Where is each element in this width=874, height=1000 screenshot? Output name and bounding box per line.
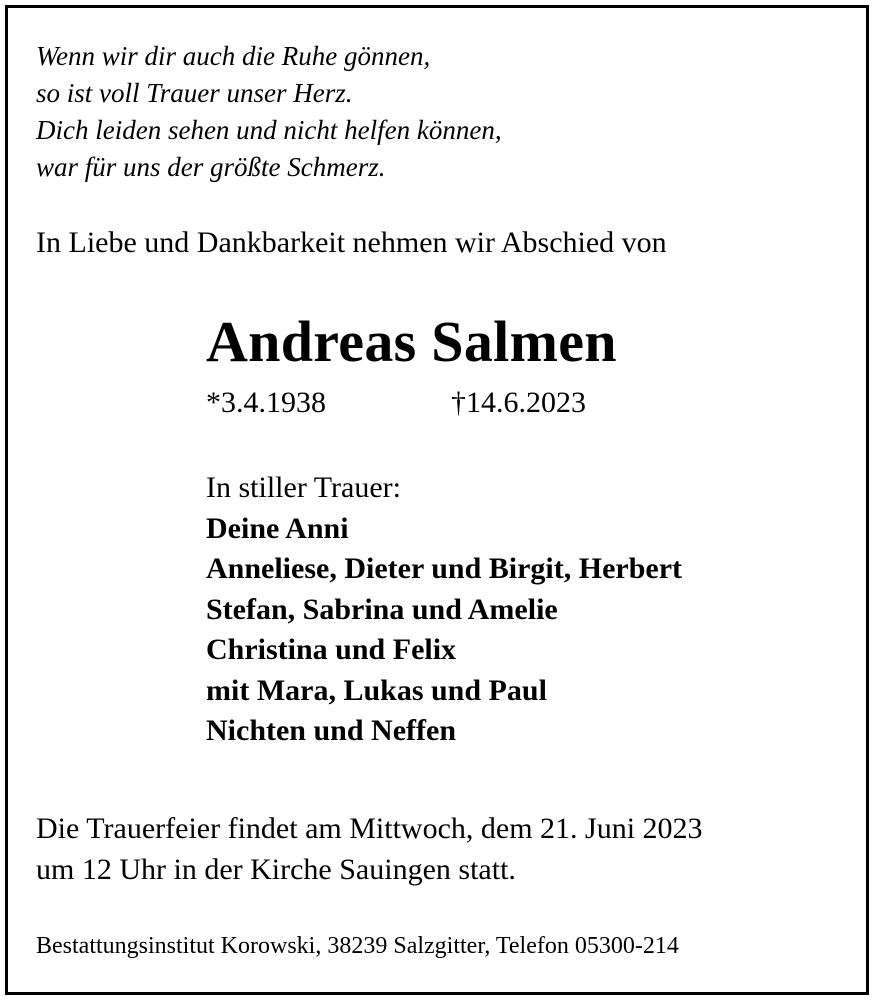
poem [36,38,502,186]
poem-line: so ist voll Trauer unser Herz. [36,78,353,108]
mourner-line: Anneliese, Dieter und Birgit, Herbert [206,552,683,585]
intro-text: In Liebe und Dankbarkeit nehmen wir Abschied von [36,226,667,259]
mourners-section [206,468,682,752]
poem-line: war für uns der größte Schmerz. [36,152,386,182]
mourner-line: Stefan, Sabrina und Amelie [206,592,558,626]
death-date: †14.6.2023 [451,386,586,419]
mourner-line: mit Mara, Lukas und Paul [206,673,547,707]
poem-line: Wenn wir dir auch die Ruhe gönnen, [36,41,431,71]
funeral-home-contact: Bestattungsinstitut Korowski, 38239 Salzgitter, Telefon 05300-214 [36,933,679,959]
ceremony-notice [36,808,703,890]
mourner-line: Christina und Felix [206,633,457,666]
ceremony-line: Die Trauerfeier findet am Mittwoch, dem 21. Juni 2023 [36,812,703,845]
ceremony-line: um 12 Uhr in der Kirche Sauingen statt. [36,853,516,886]
poem-line: Dich leiden sehen und nicht helfen können, [36,115,502,145]
mourners-heading: In stiller Trauer: [206,471,401,504]
mourner-line: Nichten und Neffen [206,714,457,747]
mourner-line: Deine Anni [206,511,349,545]
birth-date: *3.4.1938 [206,386,326,419]
deceased-name: Andreas Salmen [206,309,617,374]
